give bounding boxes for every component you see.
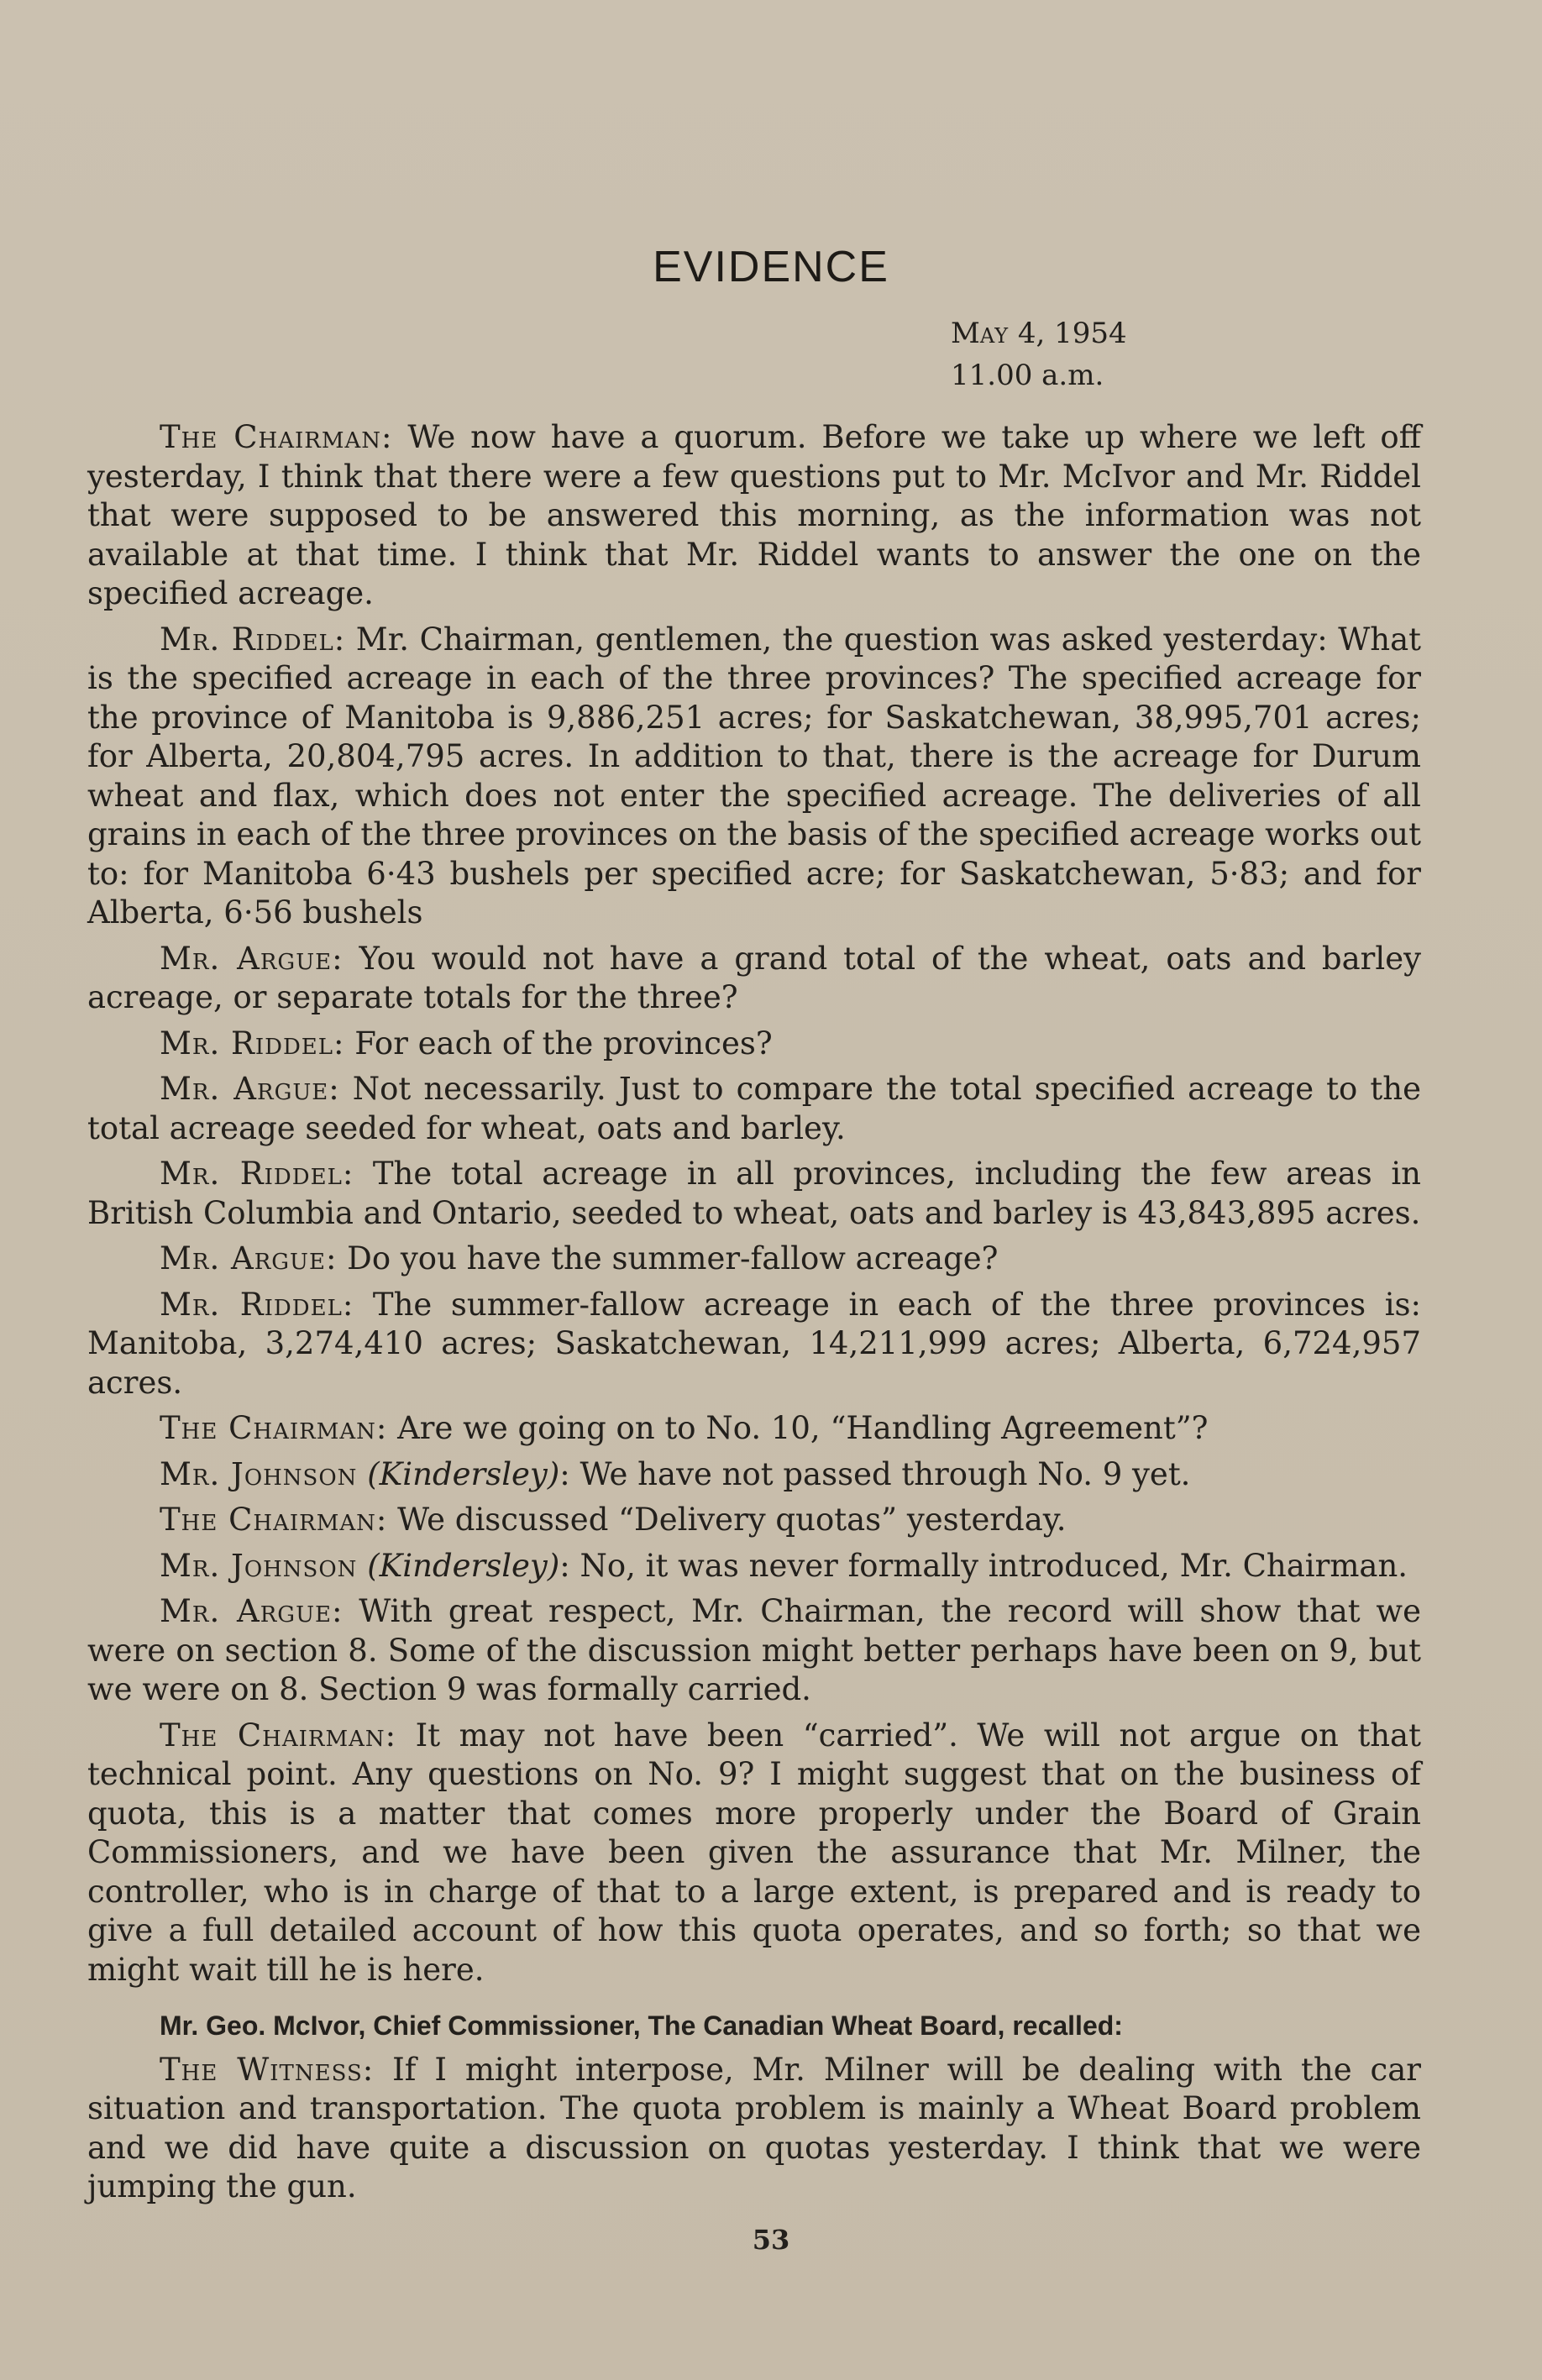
speaker-name: Mr. Argue: (160, 940, 344, 977)
speech-paragraph (87, 1070, 1421, 1148)
transcript-body (87, 418, 1421, 2214)
speech-paragraph (87, 1455, 1421, 1495)
speaker-name: Mr. Riddel: (160, 1025, 345, 1062)
speech-paragraph (87, 1592, 1421, 1710)
speaker-name: Mr. Johnson (160, 1547, 358, 1584)
paragraph-text: The total acreage in all provinces, including the few areas in British Columbia and Ontario, seeded to wheat, oats and barley is 43,843,895 acres. (87, 1156, 1421, 1231)
speech-paragraph (87, 1240, 1421, 1279)
page-heading: EVIDENCE (653, 243, 889, 291)
speech-paragraph (87, 1286, 1421, 1403)
speaker-name: Mr. Argue: (160, 1240, 338, 1276)
speaker-name: The Witness: (160, 2051, 375, 2088)
witness-header: Mr. Geo. McIvor, Chief Commissioner, The Canadian Wheat Board, recalled: (160, 2010, 1123, 2041)
paragraph-text: Do you have the summer-fallow acreage? (337, 1240, 999, 1276)
speech-paragraph (87, 1155, 1421, 1233)
speaker-name: The Chairman: (160, 1410, 388, 1446)
speaker-name: The Chairman: (160, 419, 393, 455)
paragraph-text: : We have not passed through No. 9 yet. (559, 1455, 1191, 1492)
time: 11.00 a.m. (951, 359, 1104, 392)
paragraph-text: If I might interpose, Mr. Milner will be dealing with the car situation and transportation. The quota problem is mainly a Wheat Board problem and we did have quite a discussion on quotas yesterday. I think that we were jumping the gun. (87, 2051, 1421, 2204)
paragraph-text: : No, it was never formally introduced, Mr. Chairman. (559, 1547, 1408, 1584)
paragraph-text: We now have a quorum. Before we take up where we left off yesterday, I think that there were a few questions put to Mr. McIvor and Mr. Riddel that were supposed to be answered this morning, as the information was not available at that time. I think that Mr. Riddel wants to answer the one on the specified acreage. (87, 419, 1421, 611)
paragraph-text: We discussed “Delivery quotas” yesterday. (387, 1502, 1067, 1538)
paragraph-text: It may not have been “carried”. We will not argue on that technical point. Any questions on No. 9? I might suggest that on the business of quota, this is a matter that comes more properly under the Board of Grain Commissioners, and we have been given the assurance that Mr. Milner, the controller, who is in charge of that to a large extent, is prepared and is ready to give a full detailed account of how this quota operates, and so forth; so that we might wait till he is here. (87, 1717, 1421, 1988)
dateline (951, 312, 1127, 396)
paragraph-text: With great respect, Mr. Chairman, the record will show that we were on section 8. Some of the discussion might better perhaps have been on 9, but we were on 8. Section 9 was formally carried. (87, 1593, 1421, 1707)
speech-paragraph (87, 418, 1421, 614)
speaker-name: Mr. Riddel: (160, 1286, 354, 1323)
witness-paragraph (87, 2051, 1421, 2207)
speech-paragraph (87, 1547, 1421, 1586)
speaker-name: Mr. Johnson (160, 1455, 358, 1492)
paragraph-text: Mr. Chairman, gentlemen, the question was asked yesterday: What is the specified acreage in each of the three provinces? The specified acreage for the province of Manitoba is 9,886,251 acres; for Saskatchewan, 38,995,701 acres; for Alberta, 20,804,795 acres. In addition to that, there is the acreage for Durum wheat and flax, which does not enter the specified acreage. The deliveries of all grains in each of the three provinces on the basis of the specified acreage works out to: for Manitoba 6·43 bushels per specified acre; for Saskatchewan, 5·83; and for Alberta, 6·56 bushels (87, 621, 1421, 931)
speaker-name: The Chairman: (160, 1717, 397, 1754)
speech-paragraph (87, 1409, 1421, 1449)
speaker-name: Mr. Argue: (160, 1593, 344, 1629)
speech-paragraph (87, 1717, 1421, 1990)
speaker-constituency: (Kindersley) (367, 1547, 560, 1584)
paragraph-text: For each of the provinces? (344, 1025, 773, 1062)
speaker-name: Mr. Argue: (160, 1071, 340, 1107)
speaker-constituency: (Kindersley) (367, 1455, 560, 1492)
paragraph-text: The summer-fallow acreage in each of the three provinces is: Manitoba, 3,274,410 acres; Saskatchewan, 14,211,999 acres; Alberta, 6,724,957 acres. (87, 1286, 1422, 1401)
paragraph-text: Are we going on to No. 10, “Handling Agreement”? (387, 1410, 1209, 1446)
speech-paragraph (87, 1025, 1421, 1064)
speech-paragraph (87, 1501, 1421, 1540)
page-number: 53 (752, 2224, 790, 2256)
paragraph-text: Not necessarily. Just to compare the total specified acreage to the total acreage seeded for wheat, oats and barley. (87, 1071, 1421, 1146)
speech-paragraph (87, 940, 1421, 1018)
speaker-name: Mr. Riddel: (160, 1156, 354, 1192)
speech-paragraph (87, 621, 1421, 933)
date: May 4, 1954 (951, 317, 1127, 350)
paragraph-list (87, 418, 1421, 1989)
speaker-name: Mr. Riddel: (160, 621, 346, 658)
paragraph-text: You would not have a grand total of the wheat, oats and barley acreage, or separate totals for the three? (87, 940, 1421, 1015)
speaker-name: The Chairman: (160, 1502, 388, 1538)
